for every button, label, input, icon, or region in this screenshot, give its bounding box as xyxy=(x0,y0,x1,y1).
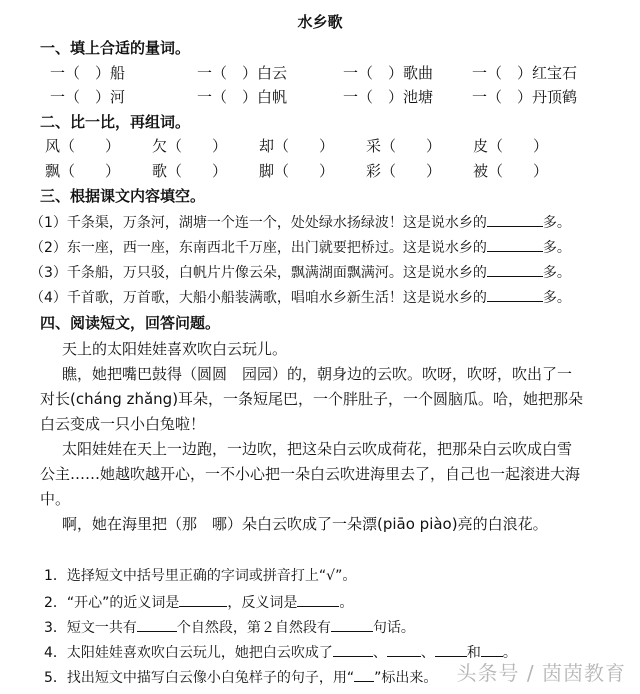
fill-in-item-text: （4）千首歌，万首歌，大船小船装满歌，唱咱水乡新生活！这是说水乡的 xyxy=(30,290,487,306)
section-4-heading: 四、阅读短文，回答问题。 xyxy=(40,314,221,332)
answer-blank[interactable] xyxy=(487,211,543,227)
passage-line: 瞧，她把嘴巴鼓得（圆圆 园园）的，朝身边的云吹。吹呀，吹呀，吹出了一 xyxy=(62,365,573,383)
section-1-heading: 一、填上合适的量词。 xyxy=(40,39,191,57)
passage-line: 白云变成一只小白兔啦！ xyxy=(40,415,206,433)
passage-line: 对长(cháng zhǎng)耳朵，一条短尾巴，一个胖肚子，一个圆脑瓜。哈，她把那朵 xyxy=(40,390,584,408)
word-pair-item: 皮（ ） xyxy=(473,137,549,155)
word-pair-item: 歌（ ） xyxy=(152,162,228,180)
passage-line: 啊，她在海里把（那 哪）朵白云吹成了一朵漂(piāo piào)亮的白浪花。 xyxy=(62,515,548,533)
passage-line: 公主……她越吹越开心，一不小心把一朵白云吹进海里去了，自己也一起滚进大海 xyxy=(40,465,581,483)
fill-in-item-tail: 多。 xyxy=(542,215,571,231)
measure-word-item: 一（ ）白帆 xyxy=(197,88,288,106)
section-2-heading: 二、比一比，再组词。 xyxy=(40,113,191,131)
fill-in-item-tail: 多。 xyxy=(542,290,571,306)
word-pair-item: 风（ ） xyxy=(45,137,121,155)
passage-line: 天上的太阳娃娃喜欢吹白云玩儿。 xyxy=(62,340,288,358)
passage-line: 太阳娃娃在天上一边跑，一边吹，把这朵白云吹成荷花，把那朵白云吹成白雪 xyxy=(62,440,573,458)
measure-word-item: 一（ ）河 xyxy=(50,88,126,106)
question-5: 5．找出短文中描写白云像小白兔样子的句子，用“ ”标出来。 xyxy=(44,666,640,688)
fill-in-item-4 xyxy=(30,286,640,308)
measure-word-item: 一（ ）红宝石 xyxy=(472,64,578,82)
measure-word-item: 一（ ）歌曲 xyxy=(343,64,434,82)
fill-in-item-3 xyxy=(30,261,640,283)
answer-blank[interactable] xyxy=(297,591,339,607)
word-pair-item: 彩（ ） xyxy=(366,162,442,180)
measure-word-item: 一（ ）船 xyxy=(50,64,126,82)
word-pair-item: 被（ ） xyxy=(473,162,549,180)
watermark: 头条号 / 茵茵教育 xyxy=(456,661,626,685)
measure-word-item: 一（ ）白云 xyxy=(197,64,288,82)
question-4: 4．太阳娃娃喜欢吹白云玩儿，她把白云吹成了 、 、 和 。 xyxy=(44,641,640,663)
answer-blank[interactable] xyxy=(387,641,421,657)
passage-line: 中。 xyxy=(40,490,71,508)
fill-in-item-text: （1）千条渠，万条河，湖塘一个连一个，处处绿水扬绿波！这是说水乡的 xyxy=(30,215,487,231)
question-1: 1．选择短文中括号里正确的字词或拼音打上“√”。 xyxy=(44,568,357,584)
word-pair-item: 采（ ） xyxy=(366,137,442,155)
fill-in-item-tail: 多。 xyxy=(542,265,571,281)
fill-in-item-text: （3）千条船，万只驳，白帆片片像云朵，飘满湖面飘满河。这是说水乡的 xyxy=(30,265,487,281)
answer-blank[interactable] xyxy=(179,591,227,607)
word-pair-item: 飘（ ） xyxy=(45,162,121,180)
word-pair-item: 却（ ） xyxy=(259,137,335,155)
measure-word-item: 一（ ）池塘 xyxy=(343,88,434,106)
worksheet-title: 水乡歌 xyxy=(297,13,343,31)
word-pair-item: 欠（ ） xyxy=(152,137,228,155)
word-pair-item: 脚（ ） xyxy=(259,162,335,180)
fill-in-item-text: （2）东一座，西一座，东南西北千万座，出门就要把桥过。这是说水乡的 xyxy=(30,240,487,256)
question-3: 3．短文一共有 个自然段，第２自然段有 句话。 xyxy=(44,616,640,638)
answer-blank[interactable] xyxy=(481,641,503,657)
answer-blank[interactable] xyxy=(331,616,373,632)
answer-blank[interactable] xyxy=(487,261,543,277)
fill-in-item-2 xyxy=(30,236,640,258)
fill-in-item-tail: 多。 xyxy=(542,240,571,256)
answer-blank[interactable] xyxy=(487,236,543,252)
fill-in-item-1 xyxy=(30,211,640,233)
answer-blank[interactable] xyxy=(333,641,373,657)
section-3-heading: 三、根据课文内容填空。 xyxy=(40,187,206,205)
answer-blank[interactable] xyxy=(435,641,467,657)
answer-blank[interactable] xyxy=(487,286,543,302)
question-2: 2．“开心”的近义词是 ，反义词是 。 xyxy=(44,591,640,613)
answer-blank[interactable] xyxy=(354,666,374,682)
answer-blank[interactable] xyxy=(137,616,177,632)
measure-word-item: 一（ ）丹顶鹤 xyxy=(472,88,578,106)
